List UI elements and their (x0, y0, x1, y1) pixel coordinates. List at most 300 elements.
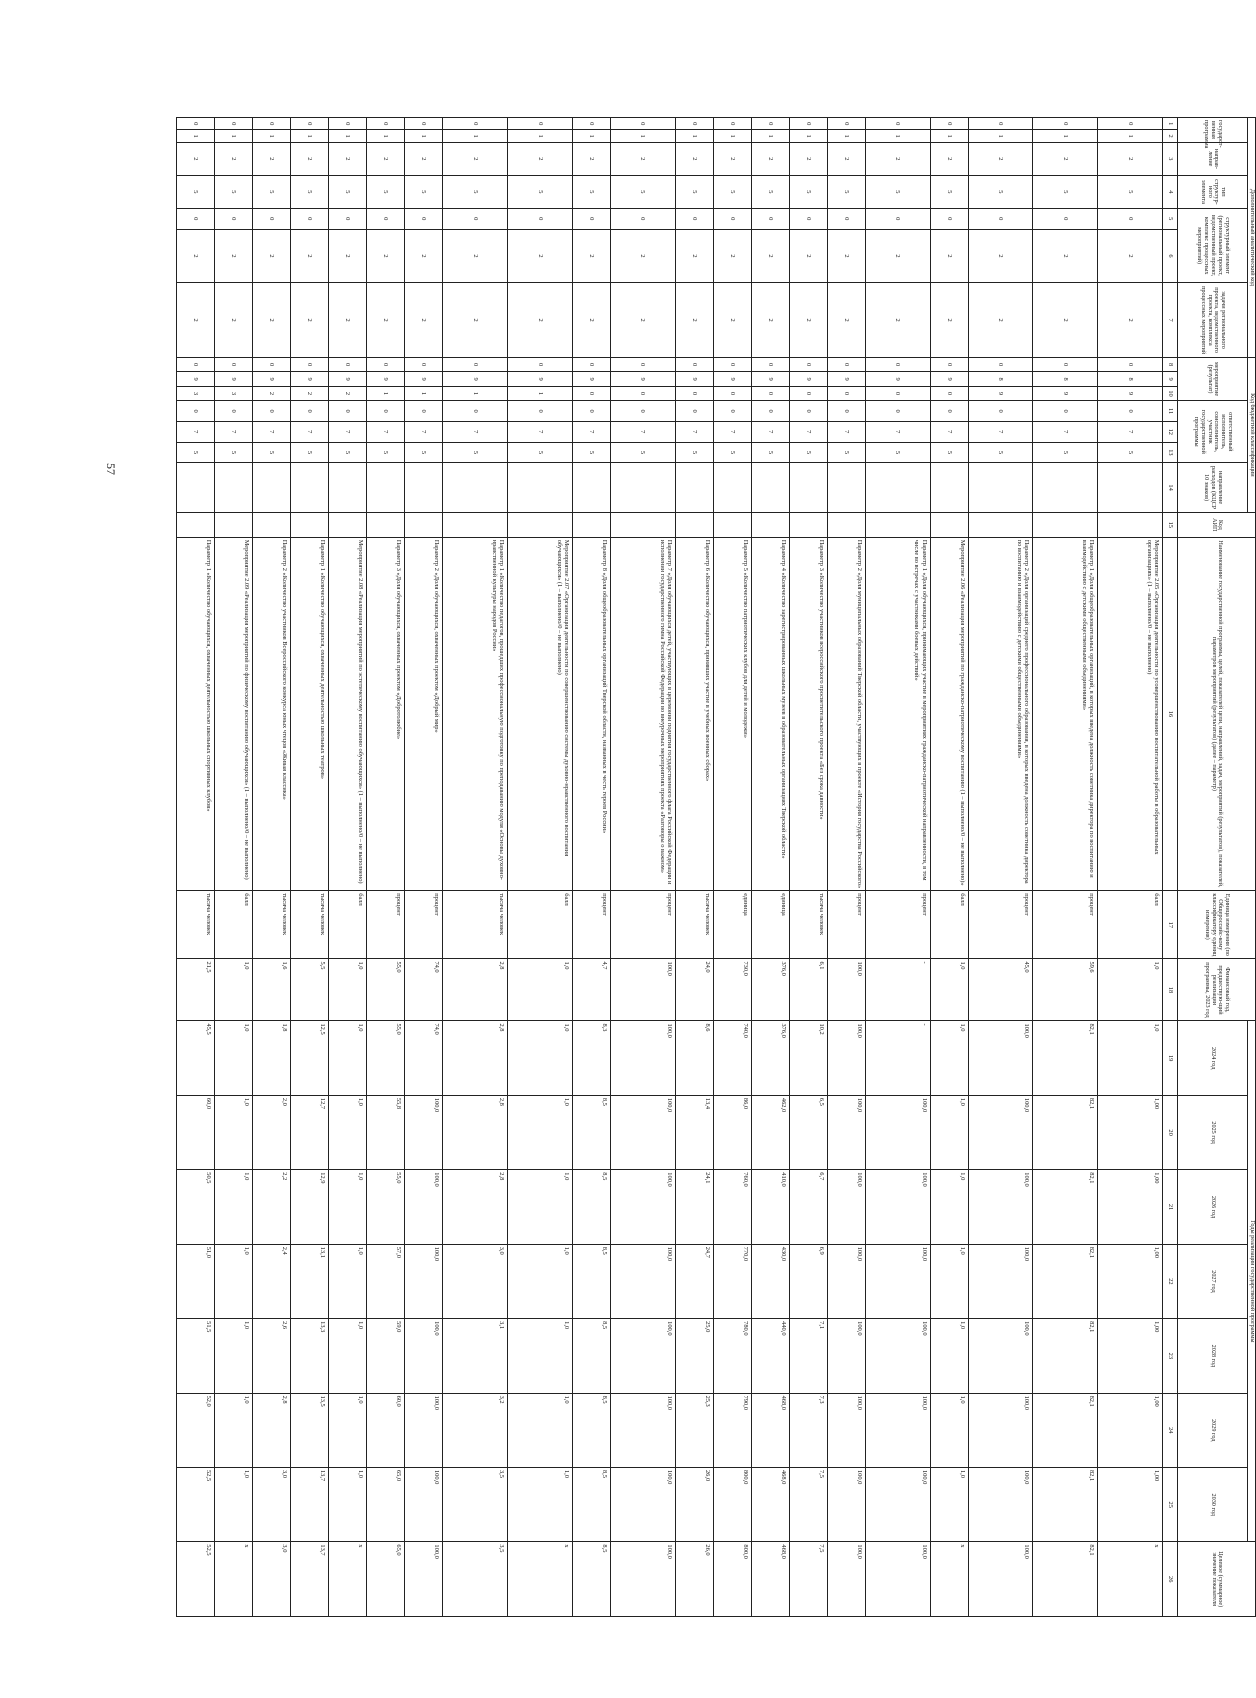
year-value: 2,8 (443, 1095, 508, 1169)
year-value: 3,5 (443, 1467, 508, 1541)
code-cell: 0 (789, 401, 827, 422)
code-cell: 2 (675, 283, 713, 357)
code-cell: 0 (713, 357, 751, 371)
unit-cell: процент (1033, 891, 1098, 959)
year-value: 82,1 (1033, 1319, 1098, 1393)
base-year-value: 100,0 (827, 959, 865, 1021)
page-number: 57 (104, 463, 118, 475)
code-cell: 2 (968, 283, 1033, 357)
column-number: 2 (1163, 130, 1178, 142)
code-cell: 2 (675, 142, 713, 175)
code-cell: 7 (930, 421, 968, 442)
year-value: 13,1 (291, 1244, 329, 1318)
year-value: 430,0 (751, 1244, 789, 1318)
code-cell: 0 (215, 208, 253, 229)
code-cell: 9 (1033, 386, 1098, 400)
year-value: 100,0 (610, 1170, 675, 1244)
code-cell: 7 (1033, 421, 1098, 442)
year-value: 8,6 (675, 1021, 713, 1095)
base-year-value: 6,1 (789, 959, 827, 1021)
item-name: Параметр 1 «Доля обучающихся, принимающих участие в мероприятиях гражданско-патриотической направленности, в том числе во встречах с участниками боевых действий» (865, 537, 930, 891)
code-cell: 0 (610, 386, 675, 400)
code-cell: 2 (610, 229, 675, 283)
unit-cell: процент (968, 891, 1033, 959)
year-value: 100,0 (968, 1244, 1033, 1318)
code-cell: 0 (405, 401, 443, 422)
code-cell: 0 (610, 118, 675, 130)
code-cell: 8 (968, 372, 1033, 386)
year-value: 100,0 (865, 1170, 930, 1244)
code-cell: 0 (827, 386, 865, 400)
code-cell: 1 (572, 130, 610, 142)
code-cell: 3 (215, 386, 253, 400)
year-value: 760,0 (713, 1170, 751, 1244)
code-cell: 2 (865, 283, 930, 357)
code-cell: 0 (930, 357, 968, 371)
code-cell: 5 (367, 442, 405, 463)
code-cell: 0 (508, 208, 573, 229)
code-cell: 0 (329, 208, 367, 229)
year-value: 1,00 (1098, 1393, 1163, 1467)
year-value: 2,8 (443, 1170, 508, 1244)
year-value: 100,0 (865, 1244, 930, 1318)
code-cell: 0 (405, 357, 443, 371)
code-cell: 5 (865, 442, 930, 463)
year-value: 100,0 (968, 1319, 1033, 1393)
code-cell: 2 (367, 283, 405, 357)
napr-rash-cell (443, 463, 508, 513)
code-cell: 2 (291, 386, 329, 400)
year-value: 1,0 (215, 1467, 253, 1541)
code-cell: 0 (968, 357, 1033, 371)
year-value: 8,5 (572, 1095, 610, 1169)
code-cell: 7 (367, 421, 405, 442)
code-cell: 0 (827, 357, 865, 371)
code-cell: 1 (1033, 130, 1098, 142)
code-cell: 5 (329, 442, 367, 463)
column-number-row (1163, 118, 1178, 1617)
code-cell: 0 (329, 118, 367, 130)
header-year-2026: 2026 год (1178, 1170, 1248, 1244)
code-cell: 5 (968, 175, 1033, 208)
code-cell: 0 (572, 118, 610, 130)
code-cell: 0 (291, 118, 329, 130)
year-value: 100,0 (610, 1467, 675, 1541)
unit-cell: тысяча человек (253, 891, 291, 959)
code-cell: 1 (215, 130, 253, 142)
napr-rash-cell (508, 463, 573, 513)
year-value: 100,0 (827, 1467, 865, 1541)
code-cell: 2 (291, 229, 329, 283)
code-cell: 0 (865, 386, 930, 400)
code-cell: 2 (572, 229, 610, 283)
year-value: 100,0 (405, 1393, 443, 1467)
column-number: 18 (1163, 959, 1178, 1021)
year-value: 1,0 (329, 1021, 367, 1095)
code-cell: 2 (610, 142, 675, 175)
year-value: 1,0 (329, 1319, 367, 1393)
item-name: Параметр 8 «Доля общеобразовательных организаций Тверской области, названных в честь героев России» (572, 537, 610, 891)
code-cell: 0 (827, 118, 865, 130)
code-cell: 9 (827, 372, 865, 386)
code-cell: 2 (367, 142, 405, 175)
aip-cell (215, 512, 253, 537)
column-number: 11 (1163, 401, 1178, 422)
base-year-value: 1,0 (1098, 959, 1163, 1021)
column-number: 14 (1163, 463, 1178, 513)
rotated-table-frame (176, 117, 1256, 1617)
unit-cell: тысяча человек (291, 891, 329, 959)
column-number: 25 (1163, 1467, 1178, 1541)
unit-cell: балл (215, 891, 253, 959)
header-year-2027: 2027 год (1178, 1244, 1248, 1318)
code-cell: 1 (675, 130, 713, 142)
year-value: 1,0 (508, 1467, 573, 1541)
year-value: 10,2 (789, 1021, 827, 1095)
code-cell: 7 (968, 421, 1033, 442)
code-cell: 5 (675, 442, 713, 463)
year-value: 1,0 (215, 1244, 253, 1318)
column-number: 23 (1163, 1319, 1178, 1393)
column-number: 26 (1163, 1542, 1178, 1617)
code-cell: 5 (751, 442, 789, 463)
year-value: 376,0 (751, 1021, 789, 1095)
napr-rash-cell (367, 463, 405, 513)
code-cell: 9 (789, 372, 827, 386)
year-value: 1,0 (508, 1021, 573, 1095)
header-year-2029: 2029 год (1178, 1393, 1248, 1467)
year-value: 1,00 (1098, 1095, 1163, 1169)
aip-cell (329, 512, 367, 537)
aip-cell (572, 512, 610, 537)
code-cell: 0 (675, 386, 713, 400)
aip-cell (253, 512, 291, 537)
code-cell: 5 (1098, 442, 1163, 463)
item-name: Параметр 2 «Доля муниципальных образований Тверской области, участвующих в проекте «История государства Российского» (827, 537, 865, 891)
year-value: 100,0 (610, 1319, 675, 1393)
code-cell: 0 (930, 386, 968, 400)
target-value: 26,0 (675, 1542, 713, 1617)
base-year-value: - (865, 959, 930, 1021)
target-value: х (215, 1542, 253, 1617)
unit-cell: процент (367, 891, 405, 959)
column-number: 22 (1163, 1244, 1178, 1318)
header-name: Наименование государственной программы, целей, показателей цели, направлений, задач, мероприятий (результатов), показателей, параметров мероприятий (результатов) (далее – параметр) (1178, 537, 1256, 891)
code-cell: 1 (865, 130, 930, 142)
year-value: 8,5 (572, 1319, 610, 1393)
napr-rash-cell (177, 463, 215, 513)
code-cell: 0 (443, 208, 508, 229)
code-cell: 2 (865, 229, 930, 283)
code-cell: 0 (751, 357, 789, 371)
code-cell: 5 (930, 442, 968, 463)
aip-cell (865, 512, 930, 537)
program-table (176, 117, 1256, 1617)
unit-cell: процент (827, 891, 865, 959)
code-cell: 1 (968, 130, 1033, 142)
code-cell: 2 (827, 283, 865, 357)
code-cell: 7 (865, 421, 930, 442)
header-unit: Единица измерения (по Общероссийс-кому классификатору единиц измерения) (1178, 891, 1256, 959)
year-value: 24,7 (675, 1244, 713, 1318)
code-cell: 0 (253, 118, 291, 130)
year-value: 55,0 (367, 1021, 405, 1095)
year-value: 100,0 (827, 1319, 865, 1393)
item-name: Параметр 4 «Количество зарегистрированных школьных музеев в образовательных организациях Тверской области» (751, 537, 789, 891)
year-value: 100,0 (865, 1319, 930, 1393)
code-cell: 5 (1033, 175, 1098, 208)
code-cell: 0 (751, 118, 789, 130)
table-row (443, 118, 508, 1617)
year-value: 13,4 (675, 1095, 713, 1169)
year-value: 1,0 (508, 1319, 573, 1393)
header-meropr: мероприятие (результат) (1178, 357, 1248, 400)
code-cell: 0 (508, 118, 573, 130)
napr-rash-cell (675, 463, 713, 513)
code-cell: 2 (751, 229, 789, 283)
year-value: 1,0 (930, 1467, 968, 1541)
code-cell: 0 (789, 357, 827, 371)
code-cell: 0 (930, 401, 968, 422)
code-cell: 0 (968, 401, 1033, 422)
code-cell: 5 (865, 175, 930, 208)
aip-cell (827, 512, 865, 537)
target-value: 100,0 (405, 1542, 443, 1617)
year-value: 100,0 (405, 1467, 443, 1541)
code-cell: 7 (329, 421, 367, 442)
target-value: 3,5 (443, 1542, 508, 1617)
year-value: 50,5 (177, 1170, 215, 1244)
item-name: Параметр 1 «Количество педагогов, прошедших профессиональную подготовку по преподаванию модуля «Основы духовно-нравственной культуры народов России» (443, 537, 508, 891)
base-year-value: 1,6 (253, 959, 291, 1021)
code-cell: 7 (405, 421, 443, 442)
code-cell: 5 (1098, 175, 1163, 208)
year-value: 8,5 (572, 1393, 610, 1467)
code-cell: 2 (865, 142, 930, 175)
code-cell: 0 (1033, 118, 1098, 130)
target-value: х (329, 1542, 367, 1617)
year-value: 3,1 (443, 1319, 508, 1393)
header-year-2028: 2028 год (1178, 1319, 1248, 1393)
year-value: 1,0 (329, 1095, 367, 1169)
code-cell: 5 (367, 175, 405, 208)
code-cell: 0 (405, 208, 443, 229)
code-cell: 0 (215, 401, 253, 422)
base-year-value: 1,0 (508, 959, 573, 1021)
year-value: 1,0 (930, 1095, 968, 1169)
code-cell: 0 (1098, 357, 1163, 371)
year-value: 2,8 (443, 1021, 508, 1095)
code-cell: 5 (751, 175, 789, 208)
code-cell: 9 (1098, 386, 1163, 400)
year-value: 2,2 (253, 1170, 291, 1244)
item-name: Мероприятие 2.08 «Реализация мероприятий по эстетическому воспитанию обучающихся» (1 – выполнено/0 – не выполнено) (329, 537, 367, 891)
table-row (405, 118, 443, 1617)
year-value: 60,0 (177, 1095, 215, 1169)
unit-cell: тысяча человек (789, 891, 827, 959)
code-cell: 2 (329, 283, 367, 357)
item-name: Параметр 2 «Доля организаций среднего профессионального образования, в которых введена должность советника директора по воспитанию и взаимодействию с детскими общественными объединениями» (968, 537, 1033, 891)
year-value: 7,5 (789, 1467, 827, 1541)
code-cell: 5 (610, 442, 675, 463)
header-struct: структурный элемент (региональный проект, ведомственный проект, комплекс процессных мероприятий) (1178, 208, 1248, 282)
year-value: 1,0 (329, 1170, 367, 1244)
year-value: 1,0 (215, 1095, 253, 1169)
year-value: 100,0 (405, 1095, 443, 1169)
table-row (675, 118, 713, 1617)
year-value: 13,3 (291, 1319, 329, 1393)
year-value: 100,0 (827, 1095, 865, 1169)
column-number: 16 (1163, 537, 1178, 891)
item-name: Мероприятие 2.05 «Организация деятельности по усовершенствованию воспитательной работы в образовательных организациях» (1 – выполнено/0 – не выполнено) (1098, 537, 1163, 891)
code-cell: 2 (789, 142, 827, 175)
year-value: 57,0 (367, 1244, 405, 1318)
code-cell: 0 (291, 401, 329, 422)
column-number: 24 (1163, 1393, 1178, 1467)
base-year-value: 2,8 (443, 959, 508, 1021)
code-cell: 0 (177, 208, 215, 229)
code-cell: 2 (253, 142, 291, 175)
code-cell: 5 (789, 442, 827, 463)
code-cell: 2 (253, 386, 291, 400)
base-year-value: 1,0 (329, 959, 367, 1021)
header-target: Целевое (суммарное) значение показателя (1178, 1542, 1256, 1617)
code-cell: 7 (789, 421, 827, 442)
aip-cell (291, 512, 329, 537)
code-cell: 2 (675, 229, 713, 283)
unit-cell: тысяча человек (443, 891, 508, 959)
code-cell: 0 (789, 208, 827, 229)
code-cell: 1 (329, 130, 367, 142)
unit-cell: балл (1098, 891, 1163, 959)
code-cell: 7 (291, 421, 329, 442)
unit-cell: процент (405, 891, 443, 959)
code-cell: 0 (443, 118, 508, 130)
year-value: 1,0 (930, 1319, 968, 1393)
code-cell: 1 (508, 130, 573, 142)
code-cell: 1 (177, 130, 215, 142)
unit-cell: балл (329, 891, 367, 959)
code-cell: 0 (367, 208, 405, 229)
year-value: 13,5 (291, 1393, 329, 1467)
code-cell: 9 (865, 372, 930, 386)
table-row (865, 118, 930, 1617)
code-cell: 7 (675, 421, 713, 442)
code-cell: 0 (572, 401, 610, 422)
code-cell: 1 (405, 386, 443, 400)
napr-rash-cell (610, 463, 675, 513)
code-cell: 0 (675, 118, 713, 130)
year-value: 1,8 (253, 1021, 291, 1095)
code-cell: 5 (675, 175, 713, 208)
year-value: 1,0 (508, 1244, 573, 1318)
code-cell: 2 (1098, 142, 1163, 175)
napr-rash-cell (713, 463, 751, 513)
code-cell: 2 (1098, 229, 1163, 283)
year-value: 100,0 (865, 1393, 930, 1467)
code-cell: 2 (789, 229, 827, 283)
table-row (1033, 118, 1098, 1617)
aip-cell (610, 512, 675, 537)
code-cell: 2 (508, 283, 573, 357)
code-cell: 2 (789, 283, 827, 357)
code-cell: 0 (1033, 401, 1098, 422)
year-value: 25,3 (675, 1393, 713, 1467)
code-cell: 5 (405, 175, 443, 208)
target-value: 468,0 (751, 1542, 789, 1617)
aip-cell (508, 512, 573, 537)
code-cell: 0 (215, 118, 253, 130)
year-value: 100,0 (405, 1319, 443, 1393)
napr-rash-cell (291, 463, 329, 513)
code-cell: 9 (713, 372, 751, 386)
year-value: 2,4 (253, 1244, 291, 1318)
year-value: 8,5 (572, 1170, 610, 1244)
code-cell: 2 (930, 283, 968, 357)
year-value: 770,0 (713, 1244, 751, 1318)
year-value: 100,0 (968, 1095, 1033, 1169)
code-cell: 5 (508, 175, 573, 208)
table-row (291, 118, 329, 1617)
year-value: 1,00 (1098, 1170, 1163, 1244)
code-cell: 2 (508, 229, 573, 283)
code-cell: 0 (508, 401, 573, 422)
item-name: Параметр 1 «Количество обучающихся, охваченных деятельностью школьных спортивных клубов» (177, 537, 215, 891)
aip-cell (443, 512, 508, 537)
code-cell: 0 (1098, 208, 1163, 229)
code-cell: 5 (968, 442, 1033, 463)
year-value: 440,0 (751, 1319, 789, 1393)
year-value: 100,0 (610, 1095, 675, 1169)
year-value: 1,0 (930, 1244, 968, 1318)
code-cell: 9 (675, 372, 713, 386)
napr-rash-cell (572, 463, 610, 513)
code-cell: 0 (675, 401, 713, 422)
year-value: 7,3 (789, 1393, 827, 1467)
code-cell: 0 (291, 357, 329, 371)
item-name: Параметр 1 «Доля общеобразовательных организаций, в которых введена должность советника директора по воспитанию и взаимодействию с детскими общественными объединениями» (1033, 537, 1098, 891)
header-years: Годы реализации государственной программы (1248, 1021, 1256, 1542)
item-name: Мероприятие 2.06 «Реализация мероприятий по гражданско-патриотическому воспитанию (1 – выполнено/0 – не выполнено)» (930, 537, 968, 891)
code-cell: 2 (610, 283, 675, 357)
unit-cell: балл (508, 891, 573, 959)
year-value: 82,1 (1033, 1095, 1098, 1169)
target-value: 82,1 (1033, 1542, 1098, 1617)
column-number: 3 (1163, 142, 1178, 175)
code-cell: 0 (751, 208, 789, 229)
code-cell: 2 (572, 142, 610, 175)
year-value: 13,7 (291, 1467, 329, 1541)
code-cell: 2 (1033, 229, 1098, 283)
table-row (610, 118, 675, 1617)
year-value: 7,1 (789, 1319, 827, 1393)
napr-rash-cell (751, 463, 789, 513)
code-cell: 0 (713, 386, 751, 400)
napr-rash-cell (405, 463, 443, 513)
napr-rash-cell (1033, 463, 1098, 513)
year-value: 100,0 (827, 1244, 865, 1318)
code-cell: 7 (713, 421, 751, 442)
year-value: 100,0 (610, 1021, 675, 1095)
table-row (1098, 118, 1163, 1617)
code-cell: 0 (865, 357, 930, 371)
code-cell: 1 (443, 130, 508, 142)
code-cell: 5 (508, 442, 573, 463)
year-value: 6,7 (789, 1170, 827, 1244)
code-cell: 2 (405, 283, 443, 357)
code-cell: 2 (405, 142, 443, 175)
year-value: 1,0 (508, 1393, 573, 1467)
